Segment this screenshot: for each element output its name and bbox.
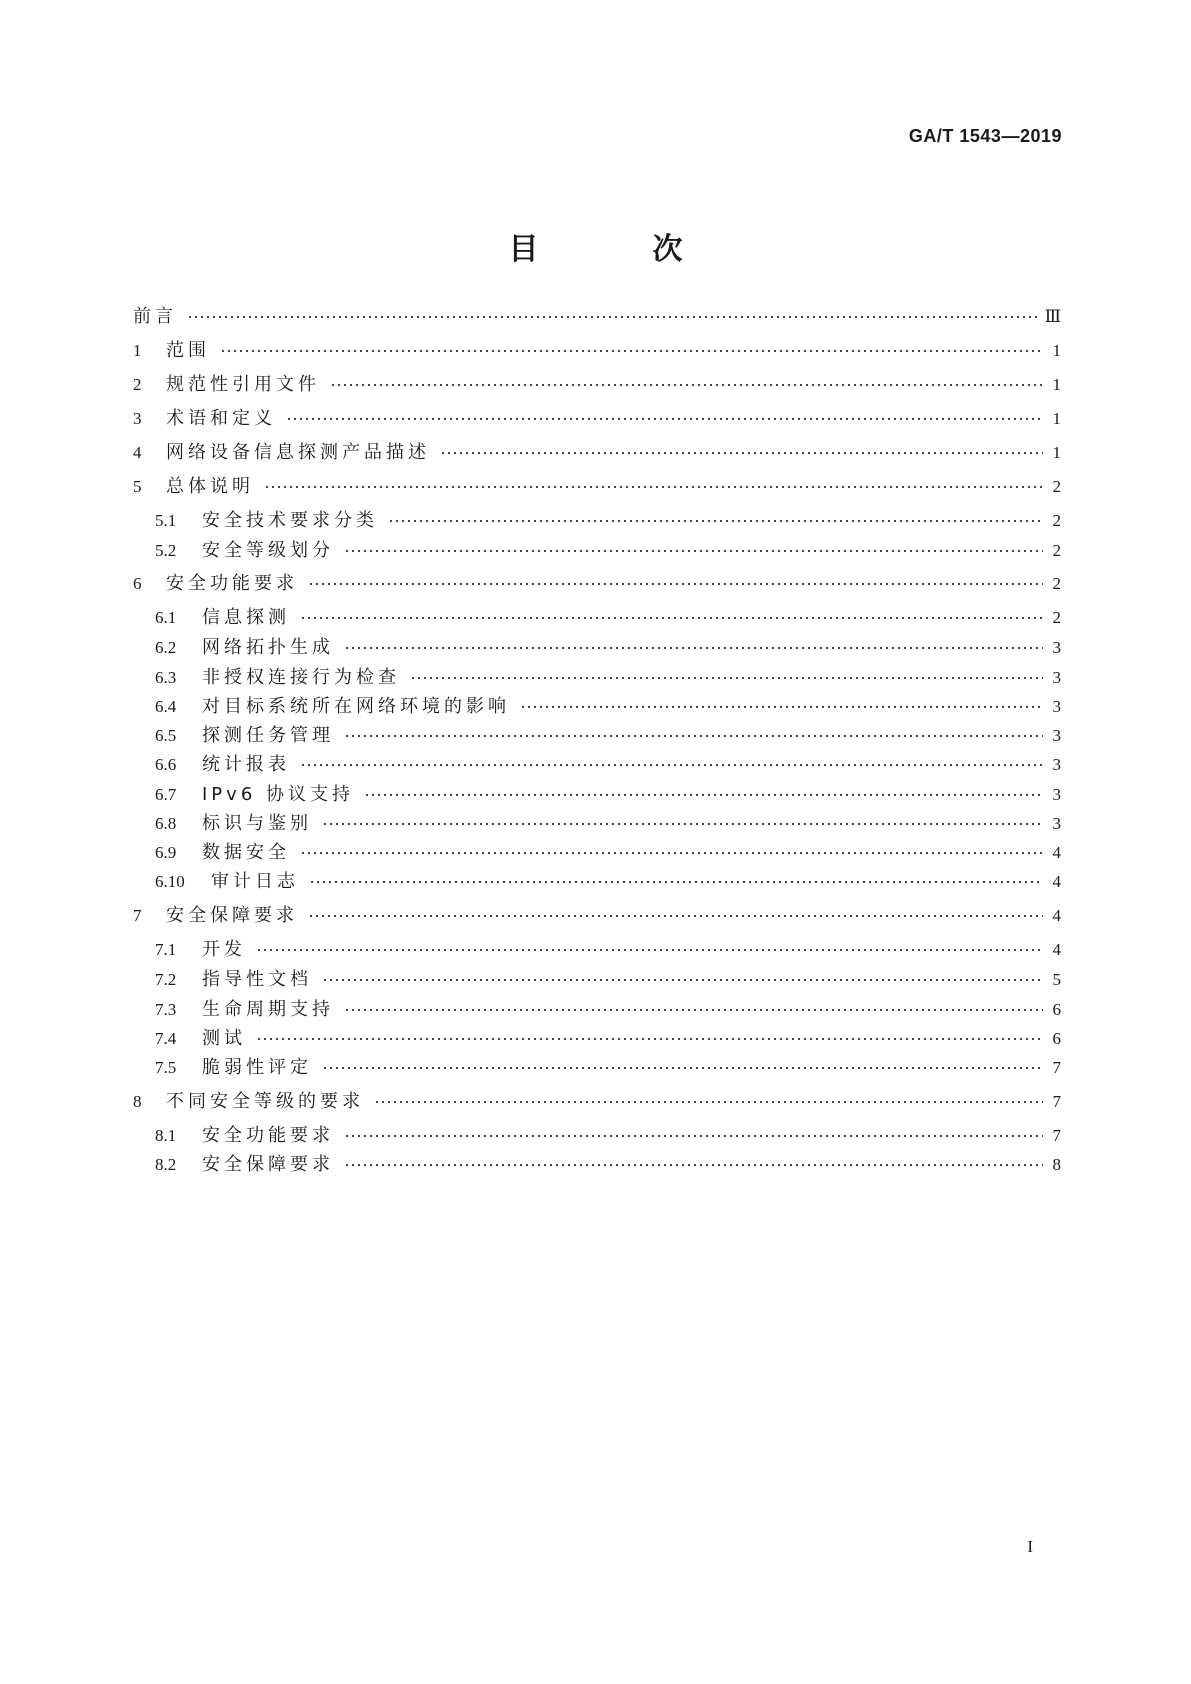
toc-entry-label: 安全功能要求 bbox=[166, 573, 298, 594]
dot-leader bbox=[344, 1009, 1043, 1011]
toc-entry-label: 统计报表 bbox=[202, 754, 290, 775]
toc-entry-number: 6.2 bbox=[155, 638, 177, 657]
dot-leader bbox=[344, 1135, 1043, 1137]
toc-entry-number: 6 bbox=[133, 574, 142, 593]
dot-leader bbox=[300, 764, 1043, 766]
toc-entry-number: 6.6 bbox=[155, 755, 177, 774]
toc-entry-page: 8 bbox=[1052, 1155, 1061, 1174]
toc-entry-number: 6.1 bbox=[155, 608, 177, 627]
toc-entry-number: 5.2 bbox=[155, 541, 177, 560]
toc-entry-number: 4 bbox=[133, 443, 142, 462]
footer-page-number: I bbox=[1027, 1537, 1033, 1556]
toc-entry-page: 4 bbox=[1052, 906, 1061, 925]
toc-entry-label: 前言 bbox=[133, 306, 177, 327]
toc-entry-number: 8.1 bbox=[155, 1126, 177, 1145]
toc-entry-number: 6.10 bbox=[155, 872, 185, 891]
dot-leader bbox=[300, 617, 1043, 619]
toc-entry-page: 3 bbox=[1052, 638, 1061, 657]
dot-leader bbox=[440, 452, 1043, 454]
dot-leader bbox=[344, 550, 1043, 552]
toc-entry-label: 脆弱性评定 bbox=[202, 1057, 312, 1078]
dot-leader bbox=[220, 350, 1043, 352]
toc-entry-label: 开发 bbox=[202, 939, 246, 960]
dot-leader bbox=[308, 583, 1043, 585]
toc-entry[interactable] bbox=[155, 537, 1061, 565]
toc-entry[interactable] bbox=[155, 936, 1061, 964]
toc-entry[interactable] bbox=[155, 966, 1061, 994]
dot-leader bbox=[308, 915, 1043, 917]
toc-entry[interactable] bbox=[155, 664, 1061, 692]
toc-entry-label: 标识与鉴别 bbox=[202, 813, 312, 834]
toc-entry-label: 安全保障要求 bbox=[166, 905, 298, 926]
toc-entry-page: 3 bbox=[1052, 726, 1061, 745]
toc-entry-number: 1 bbox=[133, 341, 142, 360]
toc-entry-page: 3 bbox=[1052, 697, 1061, 716]
dot-leader bbox=[187, 316, 1037, 318]
toc-entry[interactable] bbox=[133, 303, 1061, 331]
toc-entry-page: 7 bbox=[1052, 1058, 1061, 1077]
toc-entry-page: 2 bbox=[1052, 574, 1061, 593]
toc-entry-page: Ⅲ bbox=[1044, 307, 1061, 326]
toc-entry-label: 生命周期支持 bbox=[202, 999, 334, 1020]
toc-entry-label: 不同安全等级的要求 bbox=[166, 1091, 364, 1112]
toc-entry-number: 8 bbox=[133, 1092, 142, 1111]
toc-entry-label: 规范性引用文件 bbox=[166, 374, 320, 395]
toc-entry-page: 3 bbox=[1052, 785, 1061, 804]
toc-entry-number: 2 bbox=[133, 375, 142, 394]
toc-entry-page: 6 bbox=[1052, 1000, 1061, 1019]
toc-entry-page: 2 bbox=[1052, 541, 1061, 560]
toc-entry-page: 1 bbox=[1052, 409, 1061, 428]
toc-entry[interactable] bbox=[155, 1151, 1061, 1179]
toc-entry[interactable] bbox=[155, 722, 1061, 750]
toc-entry-label: 网络设备信息探测产品描述 bbox=[166, 442, 430, 463]
page-title: 目 次 bbox=[508, 232, 725, 267]
toc-entry-page: 7 bbox=[1052, 1092, 1061, 1111]
toc-entry-label: 安全技术要求分类 bbox=[202, 510, 378, 531]
toc-entry-label: 术语和定义 bbox=[166, 408, 276, 429]
toc-entry-number: 7.3 bbox=[155, 1000, 177, 1019]
dot-leader bbox=[520, 706, 1043, 708]
toc-entry-page: 4 bbox=[1052, 872, 1061, 891]
toc-entry[interactable] bbox=[155, 996, 1061, 1024]
toc-entry-number: 6.4 bbox=[155, 697, 177, 716]
toc-entry-page: 1 bbox=[1052, 443, 1061, 462]
toc-entry-number: 8.2 bbox=[155, 1155, 177, 1174]
toc-entry-page: 6 bbox=[1052, 1029, 1061, 1048]
toc-entry-number: 6.8 bbox=[155, 814, 177, 833]
toc-entry-label: 非授权连接行为检查 bbox=[202, 667, 400, 688]
toc-entry-page: 2 bbox=[1052, 511, 1061, 530]
dot-leader bbox=[322, 823, 1043, 825]
toc-entry[interactable] bbox=[155, 781, 1061, 809]
toc-entry-page: 5 bbox=[1052, 970, 1061, 989]
dot-leader bbox=[344, 735, 1043, 737]
toc-entry[interactable] bbox=[133, 902, 1061, 930]
toc-entry-number: 7.1 bbox=[155, 940, 177, 959]
toc-entry-label: 数据安全 bbox=[202, 842, 290, 863]
standard-code: GA/T 1543—2019 bbox=[908, 126, 1062, 146]
toc-entry[interactable] bbox=[133, 570, 1061, 598]
dot-leader bbox=[344, 1164, 1043, 1166]
toc-entry-label: 测试 bbox=[202, 1028, 246, 1049]
toc-entry-label: 审计日志 bbox=[211, 871, 299, 892]
toc-entry-label: 对目标系统所在网络环境的影响 bbox=[202, 696, 510, 717]
dot-leader bbox=[410, 677, 1043, 679]
toc-entry-label: 范围 bbox=[166, 340, 210, 361]
toc-entry-number: 7.4 bbox=[155, 1029, 177, 1048]
toc-entry[interactable] bbox=[133, 371, 1061, 399]
dot-leader bbox=[344, 647, 1043, 649]
toc-entry[interactable] bbox=[155, 839, 1061, 867]
toc-entry-number: 7.2 bbox=[155, 970, 177, 989]
dot-leader bbox=[322, 979, 1043, 981]
dot-leader bbox=[330, 384, 1043, 386]
toc-entry-page: 3 bbox=[1052, 814, 1061, 833]
toc-entry[interactable] bbox=[133, 439, 1061, 467]
toc-entry-label: 指导性文档 bbox=[202, 969, 312, 990]
toc-entry-number: 6.7 bbox=[155, 785, 177, 804]
toc-entry[interactable] bbox=[155, 868, 1061, 896]
toc-entry-number: 3 bbox=[133, 409, 142, 428]
toc-entry-label: 信息探测 bbox=[202, 607, 290, 628]
toc-entry[interactable] bbox=[155, 604, 1061, 632]
dot-leader bbox=[300, 852, 1043, 854]
toc-entry-page: 2 bbox=[1052, 608, 1061, 627]
toc-entry-number: 7 bbox=[133, 906, 142, 925]
toc-entry-number: 5.1 bbox=[155, 511, 177, 530]
toc-entry-page: 4 bbox=[1052, 940, 1061, 959]
toc-entry[interactable] bbox=[133, 1088, 1061, 1116]
toc-entry-label: IPv6 协议支持 bbox=[202, 784, 354, 805]
toc-entry-number: 6.3 bbox=[155, 668, 177, 687]
toc-entry-number: 6.5 bbox=[155, 726, 177, 745]
toc-entry-page: 3 bbox=[1052, 755, 1061, 774]
toc-entry-page: 2 bbox=[1052, 477, 1061, 496]
toc-entry[interactable] bbox=[155, 1054, 1061, 1082]
toc-entry-label: 网络拓扑生成 bbox=[202, 637, 334, 658]
toc-entry[interactable] bbox=[155, 751, 1061, 779]
toc-entry-label: 安全等级划分 bbox=[202, 540, 334, 561]
toc-entry-page: 4 bbox=[1052, 843, 1061, 862]
toc-entry-number: 6.9 bbox=[155, 843, 177, 862]
dot-leader bbox=[374, 1101, 1043, 1103]
dot-leader bbox=[364, 794, 1043, 796]
toc-entry-label: 安全功能要求 bbox=[202, 1125, 334, 1146]
dot-leader bbox=[256, 1038, 1043, 1040]
toc-entry-number: 5 bbox=[133, 477, 142, 496]
toc-entry-number: 7.5 bbox=[155, 1058, 177, 1077]
toc-entry-label: 总体说明 bbox=[166, 476, 254, 497]
toc-entry-label: 探测任务管理 bbox=[202, 725, 334, 746]
dot-leader bbox=[322, 1067, 1043, 1069]
dot-leader bbox=[264, 486, 1043, 488]
dot-leader bbox=[388, 520, 1043, 522]
toc-entry-page: 7 bbox=[1052, 1126, 1061, 1145]
toc-entry[interactable] bbox=[155, 693, 1061, 721]
toc-entry-page: 3 bbox=[1052, 668, 1061, 687]
toc-entry[interactable] bbox=[155, 507, 1061, 535]
toc-entry[interactable] bbox=[133, 473, 1061, 501]
toc-entry[interactable] bbox=[155, 634, 1061, 662]
toc-entry[interactable] bbox=[155, 810, 1061, 838]
toc-entry[interactable] bbox=[133, 337, 1061, 365]
dot-leader bbox=[286, 418, 1043, 420]
toc-entry[interactable] bbox=[155, 1122, 1061, 1150]
toc-entry[interactable] bbox=[133, 405, 1061, 433]
dot-leader bbox=[309, 881, 1043, 883]
toc-entry-label: 安全保障要求 bbox=[202, 1154, 334, 1175]
dot-leader bbox=[256, 949, 1043, 951]
toc-entry-page: 1 bbox=[1052, 375, 1061, 394]
toc-entry-page: 1 bbox=[1052, 341, 1061, 360]
toc-entry[interactable] bbox=[155, 1025, 1061, 1053]
